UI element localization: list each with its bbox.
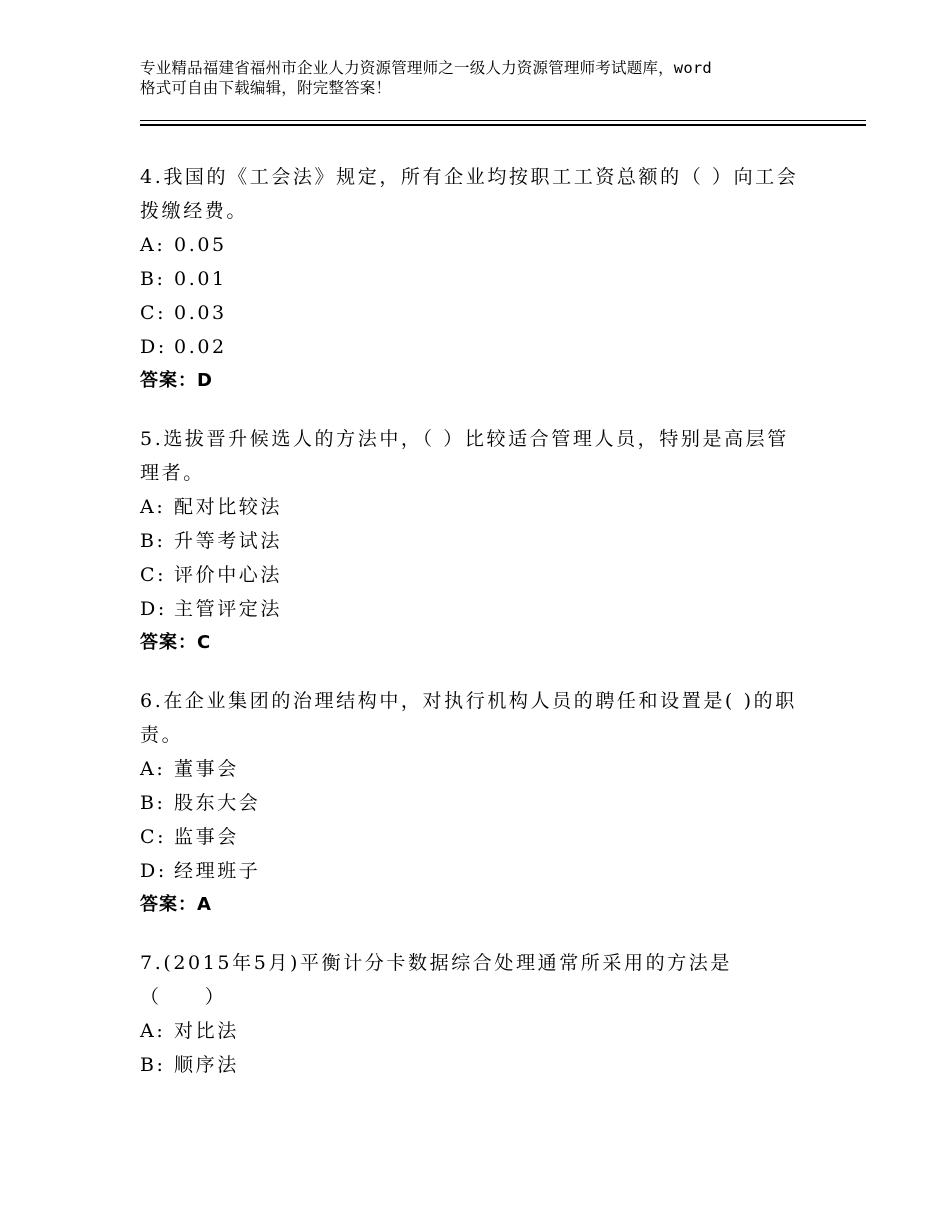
option-letter: C:	[140, 826, 167, 848]
option-d	[140, 854, 820, 888]
option-c	[140, 296, 820, 330]
option-text: 0.01	[174, 268, 227, 290]
header-rule-thin	[140, 120, 866, 121]
option-text: 0.05	[174, 234, 227, 256]
option-letter: A:	[140, 1020, 166, 1042]
option-letter: B:	[140, 1054, 166, 1076]
option-letter: A:	[140, 496, 166, 518]
option-letter: A:	[140, 758, 166, 780]
option-text: 董事会	[174, 758, 239, 780]
option-text: 升等考试法	[174, 530, 283, 552]
option-b	[140, 1048, 820, 1082]
option-d	[140, 330, 820, 364]
option-letter: A:	[140, 234, 166, 256]
question-text-line-2: 理者。	[140, 462, 205, 484]
option-text: 顺序法	[174, 1054, 239, 1076]
option-letter: B:	[140, 530, 166, 552]
option-b	[140, 786, 820, 820]
option-a	[140, 490, 820, 524]
question-text-line-2: （ ）	[140, 986, 227, 1008]
question-text-line-2: 责。	[140, 724, 184, 746]
question-7	[140, 946, 820, 1082]
option-letter: B:	[140, 268, 166, 290]
option-letter: D:	[140, 860, 167, 882]
option-text: 主管评定法	[174, 598, 283, 620]
option-text: 股东大会	[174, 792, 261, 814]
option-a	[140, 1014, 820, 1048]
question-4	[140, 160, 820, 398]
option-d	[140, 592, 820, 626]
option-letter: D:	[140, 336, 167, 358]
option-a	[140, 228, 820, 262]
option-letter: B:	[140, 792, 166, 814]
option-letter: C:	[140, 564, 167, 586]
option-b	[140, 262, 820, 296]
question-5	[140, 422, 820, 660]
option-text: 经理班子	[174, 860, 261, 882]
option-c	[140, 558, 820, 592]
option-b	[140, 524, 820, 558]
question-text-line-1: 5.选拔晋升候选人的方法中，（ ）比较适合管理人员，特别是高层管	[140, 428, 789, 450]
question-6	[140, 684, 820, 922]
question-text-line-1: 7.(2015年5月)平衡计分卡数据综合处理通常所采用的方法是	[140, 952, 732, 974]
option-text: 监事会	[174, 826, 239, 848]
answer-label: 答案：C	[140, 632, 212, 653]
question-text-line-1: 4.我国的《工会法》规定，所有企业均按职工工资总额的（ ）向工会	[140, 166, 799, 188]
header-title-line-1: 专业精品福建省福州市企业人力资源管理师之一级人力资源管理师考试题库，word	[140, 59, 712, 77]
option-a	[140, 752, 820, 786]
header-rule-thick	[140, 124, 866, 126]
question-list	[140, 160, 820, 1106]
answer-label: 答案：A	[140, 894, 212, 915]
question-text-line-2: 拨缴经费。	[140, 200, 249, 222]
option-letter: D:	[140, 598, 167, 620]
option-text: 0.03	[174, 302, 227, 324]
option-letter: C:	[140, 302, 167, 324]
option-text: 评价中心法	[174, 564, 283, 586]
option-text: 配对比较法	[174, 496, 283, 518]
option-text: 对比法	[174, 1020, 239, 1042]
document-header	[140, 58, 840, 98]
option-text: 0.02	[174, 336, 227, 358]
answer-label: 答案：D	[140, 370, 213, 391]
question-text-line-1: 6.在企业集团的治理结构中，对执行机构人员的聘任和设置是( )的职	[140, 690, 797, 712]
option-c	[140, 820, 820, 854]
header-title-line-2: 格式可自由下载编辑，附完整答案！	[140, 79, 392, 97]
